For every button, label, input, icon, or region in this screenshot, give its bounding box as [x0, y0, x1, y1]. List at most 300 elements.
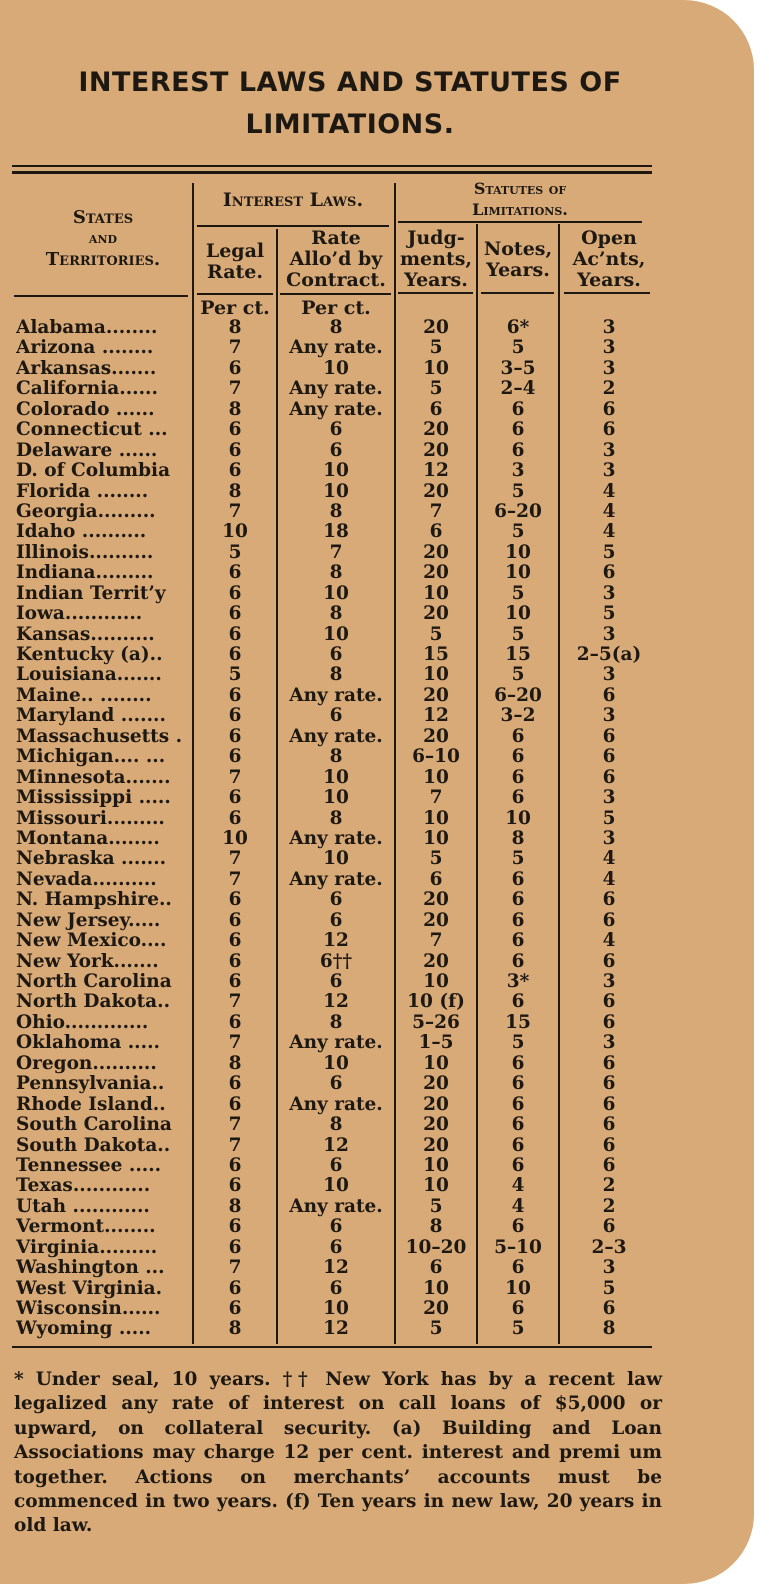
cell-contract-rate: Any rate.	[289, 827, 383, 849]
header-states-line1: States	[72, 207, 134, 228]
cell-state-name: Colorado ......	[16, 399, 155, 420]
cell-contract-rate: 8	[329, 1011, 343, 1033]
cell-open-accounts-years: 6	[602, 1154, 616, 1176]
cell-legal-rate: 6	[228, 1011, 242, 1033]
cell-open-accounts-years: 6	[602, 1052, 616, 1074]
statutes-underline	[398, 221, 642, 223]
header-interest-laws-text: Interest Laws.	[222, 189, 364, 211]
cell-judgments-years: 20	[423, 1298, 449, 1319]
cell-open-accounts-years: 6	[602, 1011, 616, 1033]
cell-state-name: Arkansas.......	[16, 358, 157, 379]
cell-state-name: Florida ........	[16, 481, 149, 502]
cell-legal-rate: 8	[228, 1052, 242, 1074]
cell-contract-rate: 8	[329, 664, 343, 686]
cell-judgments-years: 6–10	[412, 746, 460, 768]
cell-notes-years: 3	[511, 460, 525, 482]
cell-open-accounts-years: 6	[602, 725, 616, 747]
cell-legal-rate: 10	[222, 827, 248, 849]
cell-state-name: Maryland .......	[16, 706, 166, 727]
cell-judgments-years: 20	[423, 684, 449, 706]
cell-judgments-years: 5	[429, 337, 443, 359]
cell-judgments-years: 20	[423, 562, 449, 584]
cell-legal-rate: 8	[228, 1195, 242, 1217]
cell-notes-years: 6	[511, 1114, 525, 1136]
cell-open-accounts-years: 4	[602, 480, 616, 502]
cell-notes-years: 10	[505, 1277, 531, 1299]
cell-contract-rate: 12	[323, 930, 349, 952]
table-row	[0, 890, 700, 910]
table-row	[0, 849, 700, 869]
table-row	[0, 972, 700, 992]
table-row	[0, 911, 700, 931]
cell-state-name: Georgia.........	[16, 501, 156, 522]
header-states-line3: Territories.	[45, 249, 161, 270]
cell-open-accounts-years: 6	[602, 1298, 616, 1319]
cell-state-name: Oklahoma .....	[16, 1033, 160, 1054]
cell-notes-years: 8	[511, 827, 525, 849]
cell-open-accounts-years: 6	[602, 991, 616, 1013]
cell-legal-rate: 7	[228, 848, 242, 870]
table-row	[0, 359, 700, 379]
cell-notes-years: 5	[511, 623, 525, 645]
cell-legal-rate: 7	[228, 868, 242, 890]
cell-legal-rate: 7	[228, 1032, 242, 1054]
cell-judgments-years: 10 (f)	[407, 991, 465, 1013]
cell-contract-rate: Any rate.	[289, 1195, 383, 1217]
cell-state-name: New Mexico....	[16, 931, 167, 952]
cell-legal-rate: 6	[228, 562, 242, 584]
cell-judgments-years: 20	[423, 889, 449, 911]
header-open-accounts-line3: Years.	[577, 269, 641, 291]
cell-contract-rate: Any rate.	[289, 684, 383, 706]
cell-state-name: D. of Columbia	[16, 461, 171, 482]
cell-state-name: Arizona ........	[16, 338, 154, 359]
cell-state-name: Rhode Island..	[16, 1094, 166, 1115]
table-row	[0, 747, 700, 767]
table-row	[0, 318, 700, 338]
cell-state-name: Michigan.... ...	[16, 747, 166, 768]
cell-open-accounts-years: 6	[602, 1216, 616, 1238]
cell-contract-rate: 6	[329, 419, 343, 441]
cell-state-name: Vermont........	[16, 1217, 156, 1238]
cell-judgments-years: 6	[429, 398, 443, 420]
cell-legal-rate: 6	[228, 1175, 242, 1197]
cell-open-accounts-years: 6	[602, 1114, 616, 1136]
table-row	[0, 706, 700, 726]
cell-state-name: South Dakota..	[16, 1135, 171, 1156]
cell-judgments-years: 20	[423, 1093, 449, 1115]
cell-legal-rate: 6	[228, 1298, 242, 1319]
cell-open-accounts-years: 6	[602, 1134, 616, 1156]
cell-notes-years: 2–4	[500, 378, 536, 400]
cell-contract-rate: 6	[329, 1236, 343, 1258]
cell-judgments-years: 20	[423, 1134, 449, 1156]
header-judgments-line1: Judg-	[407, 227, 465, 249]
cell-open-accounts-years: 3	[602, 787, 616, 809]
cell-judgments-years: 10–20	[405, 1236, 467, 1258]
cell-legal-rate: 6	[228, 623, 242, 645]
cell-state-name: Missouri.........	[16, 808, 165, 829]
cell-legal-rate: 6	[228, 787, 242, 809]
cell-open-accounts-years: 2–3	[591, 1236, 627, 1258]
header-notes	[477, 239, 559, 281]
table-row	[0, 1176, 700, 1196]
cell-contract-rate: 8	[329, 317, 343, 338]
cell-state-name: Alabama........	[16, 318, 158, 338]
cell-state-name: Tennessee .....	[16, 1155, 162, 1176]
header-legal-rate-line2: Rate.	[206, 261, 264, 283]
table-row	[0, 665, 700, 685]
cell-legal-rate: 6	[228, 725, 242, 747]
cell-judgments-years: 7	[429, 787, 443, 809]
cell-judgments-years: 20	[423, 725, 449, 747]
cell-notes-years: 5	[511, 582, 525, 604]
cell-state-name: Idaho ..........	[16, 522, 147, 543]
cell-notes-years: 5	[511, 337, 525, 359]
table-row	[0, 1299, 700, 1319]
cell-open-accounts-years: 5	[602, 807, 616, 829]
table-row	[0, 604, 700, 624]
cell-contract-rate: 6	[329, 439, 343, 461]
cell-legal-rate: 7	[228, 337, 242, 359]
cell-judgments-years: 5	[429, 1195, 443, 1217]
cell-notes-years: 5	[511, 1032, 525, 1054]
cell-state-name: Utah ............	[16, 1196, 150, 1217]
cell-legal-rate: 6	[228, 1073, 242, 1095]
cell-contract-rate: 6	[329, 705, 343, 727]
top-rule-thin	[12, 165, 652, 167]
cell-contract-rate: 10	[323, 582, 349, 604]
cell-open-accounts-years: 5	[602, 541, 616, 563]
cell-notes-years: 10	[505, 603, 531, 625]
cell-judgments-years: 10	[423, 807, 449, 829]
cell-judgments-years: 5	[429, 623, 443, 645]
cell-state-name: Kansas..........	[16, 624, 155, 645]
table-row	[0, 625, 700, 645]
cell-contract-rate: 10	[323, 787, 349, 809]
cell-notes-years: 6	[511, 1134, 525, 1156]
cell-contract-rate: 12	[323, 1318, 349, 1340]
cell-state-name: N. Hampshire..	[16, 890, 172, 911]
page-title	[30, 62, 670, 146]
cell-legal-rate: 6	[228, 684, 242, 706]
cell-state-name: Maine.. ........	[16, 685, 152, 706]
cell-notes-years: 5	[511, 480, 525, 502]
cell-contract-rate: 6	[329, 1154, 343, 1176]
cell-open-accounts-years: 3	[602, 664, 616, 686]
cell-state-name: Illinois..........	[16, 542, 154, 563]
table-row	[0, 1217, 700, 1237]
page-title-line2: LIMITATIONS.	[245, 109, 455, 140]
cell-legal-rate: 6	[228, 582, 242, 604]
cell-open-accounts-years: 2	[602, 1175, 616, 1197]
cell-state-name: New York.......	[16, 951, 159, 972]
cell-legal-rate: 6	[228, 1093, 242, 1115]
table-body	[0, 318, 700, 1340]
cell-judgments-years: 10	[423, 1277, 449, 1299]
cell-judgments-years: 10	[423, 766, 449, 788]
top-rule-thick	[12, 171, 652, 174]
cell-notes-years: 10	[505, 541, 531, 563]
cell-notes-years: 6	[511, 419, 525, 441]
cell-judgments-years: 5	[429, 1318, 443, 1340]
cell-contract-rate: Any rate.	[289, 868, 383, 890]
notes-underline	[481, 292, 554, 294]
unit-rate-allowed: Per ct.	[301, 297, 371, 319]
cell-state-name: Iowa............	[16, 604, 143, 625]
page-title-line1: INTEREST LAWS AND STATUTES OF	[78, 67, 622, 98]
cell-notes-years: 3*	[506, 971, 530, 992]
cell-open-accounts-years: 3	[602, 317, 616, 338]
cell-judgments-years: 20	[423, 480, 449, 502]
table-row	[0, 1013, 700, 1033]
cell-judgments-years: 5–26	[412, 1011, 460, 1033]
cell-state-name: New Jersey.....	[16, 910, 161, 931]
cell-notes-years: 6–20	[494, 684, 542, 706]
cell-contract-rate: 12	[323, 1134, 349, 1156]
table-row	[0, 1238, 700, 1258]
cell-legal-rate: 6	[228, 705, 242, 727]
table-row	[0, 829, 700, 849]
unit-legal-rate: Per ct.	[200, 297, 270, 319]
cell-legal-rate: 5	[228, 664, 242, 686]
cell-state-name: South Carolina	[16, 1115, 172, 1136]
cell-judgments-years: 20	[423, 950, 449, 972]
cell-judgments-years: 7	[429, 500, 443, 522]
header-rate-allowed-line1: Rate	[311, 227, 361, 249]
header-statutes-line1: Statutes of	[473, 179, 567, 198]
cell-notes-years: 15	[505, 644, 531, 665]
cell-legal-rate: 6	[228, 460, 242, 482]
header-legal-rate	[195, 241, 275, 283]
cell-notes-years: 6	[511, 909, 525, 931]
cell-state-name: Pennsylvania..	[16, 1074, 165, 1095]
table-row	[0, 1279, 700, 1299]
header-open-accounts	[559, 228, 659, 291]
cell-judgments-years: 15	[423, 644, 449, 665]
table-row	[0, 441, 700, 461]
table-row	[0, 1197, 700, 1217]
cell-judgments-years: 20	[423, 541, 449, 563]
cell-notes-years: 6	[511, 1073, 525, 1095]
cell-state-name: California......	[16, 379, 158, 400]
rate-allowed-underline	[280, 293, 391, 295]
table-row	[0, 1136, 700, 1156]
cell-judgments-years: 1–5	[418, 1032, 454, 1054]
cell-contract-rate: 10	[323, 1175, 349, 1197]
cell-state-name: Virginia.........	[16, 1237, 158, 1258]
cell-judgments-years: 12	[423, 460, 449, 482]
cell-contract-rate: 18	[323, 521, 349, 543]
header-judgments	[395, 228, 477, 291]
cell-open-accounts-years: 6	[602, 746, 616, 768]
cell-contract-rate: 10	[323, 1298, 349, 1319]
cell-judgments-years: 20	[423, 909, 449, 931]
cell-contract-rate: 6	[329, 1073, 343, 1095]
table-row	[0, 1258, 700, 1278]
cell-open-accounts-years: 2–5(a)	[576, 644, 642, 665]
cell-legal-rate: 6	[228, 909, 242, 931]
cell-state-name: Washington ...	[16, 1258, 165, 1279]
cell-notes-years: 6	[511, 787, 525, 809]
cell-legal-rate: 7	[228, 1257, 242, 1279]
cell-judgments-years: 20	[423, 1073, 449, 1095]
cell-notes-years: 10	[505, 807, 531, 829]
cell-judgments-years: 20	[423, 603, 449, 625]
cell-contract-rate: 12	[323, 991, 349, 1013]
cell-state-name: Delaware ......	[16, 440, 158, 461]
header-states-line2: and	[88, 229, 118, 247]
table-row	[0, 1156, 700, 1176]
cell-open-accounts-years: 3	[602, 460, 616, 482]
cell-legal-rate: 7	[228, 766, 242, 788]
cell-state-name: Minnesota.......	[16, 767, 171, 788]
cell-open-accounts-years: 6	[602, 909, 616, 931]
cell-contract-rate: Any rate.	[289, 337, 383, 359]
cell-state-name: Nebraska .......	[16, 849, 167, 870]
cell-open-accounts-years: 5	[602, 1277, 616, 1299]
cell-contract-rate: 10	[323, 848, 349, 870]
cell-notes-years: 10	[505, 562, 531, 584]
cell-contract-rate: 12	[323, 1257, 349, 1279]
judgments-underline	[398, 292, 473, 294]
cell-legal-rate: 6	[228, 644, 242, 665]
cell-open-accounts-years: 6	[602, 889, 616, 911]
table-row	[0, 809, 700, 829]
table-row	[0, 645, 700, 665]
header-open-accounts-line2: Ac’nts,	[572, 248, 646, 270]
table-row	[0, 870, 700, 890]
cell-state-name: Kentucky (a)..	[16, 645, 163, 665]
header-interest-laws	[195, 190, 391, 211]
cell-state-name: Connecticut ...	[16, 420, 168, 441]
table-row	[0, 338, 700, 358]
cell-contract-rate: 8	[329, 603, 343, 625]
cell-legal-rate: 8	[228, 398, 242, 420]
cell-judgments-years: 20	[423, 1114, 449, 1136]
cell-open-accounts-years: 4	[602, 930, 616, 952]
cell-contract-rate: 10	[323, 623, 349, 645]
header-rate-allowed-line3: Contract.	[286, 269, 386, 291]
cell-notes-years: 6	[511, 1093, 525, 1115]
cell-state-name: Indiana.........	[16, 563, 154, 584]
header-rate-allowed-line2: Allo’d by	[289, 248, 383, 270]
cell-legal-rate: 6	[228, 807, 242, 829]
cell-contract-rate: 6	[329, 889, 343, 911]
cell-contract-rate: 10	[323, 766, 349, 788]
cell-open-accounts-years: 5	[602, 603, 616, 625]
cell-open-accounts-years: 3	[602, 582, 616, 604]
cell-state-name: Indian Territ’y	[16, 583, 166, 604]
cell-legal-rate: 6	[228, 1277, 242, 1299]
cell-notes-years: 4	[511, 1195, 525, 1217]
cell-notes-years: 3–2	[500, 705, 536, 727]
table-row	[0, 502, 700, 522]
cell-state-name: Wyoming .....	[16, 1319, 152, 1340]
cell-state-name: Mississippi .....	[16, 788, 171, 809]
cell-legal-rate: 6	[228, 419, 242, 441]
cell-judgments-years: 12	[423, 705, 449, 727]
cell-open-accounts-years: 4	[602, 500, 616, 522]
table-row	[0, 400, 700, 420]
cell-open-accounts-years: 3	[602, 337, 616, 359]
cell-contract-rate: 6	[329, 1277, 343, 1299]
cell-judgments-years: 7	[429, 930, 443, 952]
header-judgments-line3: Years.	[404, 269, 468, 291]
table-row	[0, 1074, 700, 1094]
cell-open-accounts-years: 2	[602, 1195, 616, 1217]
cell-contract-rate: Any rate.	[289, 398, 383, 420]
cell-legal-rate: 8	[228, 317, 242, 338]
page-edge	[754, 0, 769, 1584]
cell-notes-years: 5	[511, 1318, 525, 1340]
cell-open-accounts-years: 6	[602, 950, 616, 972]
bottom-rule	[12, 1346, 652, 1348]
cell-notes-years: 6	[511, 1154, 525, 1176]
cell-contract-rate: 6††	[319, 950, 353, 972]
table-row	[0, 686, 700, 706]
cell-notes-years: 4	[511, 1175, 525, 1197]
cell-legal-rate: 7	[228, 500, 242, 522]
cell-notes-years: 6*	[506, 317, 530, 338]
cell-contract-rate: 8	[329, 807, 343, 829]
header-states	[14, 207, 192, 270]
table-row	[0, 1115, 700, 1135]
cell-open-accounts-years: 6	[602, 1093, 616, 1115]
cell-judgments-years: 20	[423, 317, 449, 338]
cell-judgments-years: 6	[429, 1257, 443, 1279]
table-row	[0, 563, 700, 583]
header-judgments-line2: ments,	[399, 248, 473, 270]
cell-open-accounts-years: 4	[602, 848, 616, 870]
cell-contract-rate: 6	[329, 644, 343, 665]
cell-legal-rate: 5	[228, 541, 242, 563]
cell-judgments-years: 10	[423, 582, 449, 604]
footnote: * Under seal, 10 years. †† New York has by a recent law legalized any rate of interest on call loans of $5,000 or upward, on collateral security. (a) Building and Loan Associations may charge 12 per cent. interest and premi um together. Actions on merchants’ accounts must be commenced in two years. (f) Ten years in new law, 20 years in old law.	[14, 1369, 662, 1537]
cell-judgments-years: 20	[423, 419, 449, 441]
table-row	[0, 788, 700, 808]
cell-state-name: North Carolina	[16, 972, 172, 992]
cell-open-accounts-years: 4	[602, 868, 616, 890]
cell-state-name: Louisiana.......	[16, 665, 162, 686]
cell-contract-rate: 6	[329, 909, 343, 931]
cell-legal-rate: 6	[228, 603, 242, 625]
cell-judgments-years: 10	[423, 664, 449, 686]
cell-judgments-years: 10	[423, 1175, 449, 1197]
cell-judgments-years: 10	[423, 1154, 449, 1176]
table-row	[0, 1054, 700, 1074]
cell-contract-rate: 10	[323, 480, 349, 502]
cell-notes-years: 6	[511, 766, 525, 788]
table-row	[0, 1319, 700, 1339]
table-row	[0, 584, 700, 604]
cell-notes-years: 6	[511, 725, 525, 747]
cell-legal-rate: 6	[228, 971, 242, 992]
cell-notes-years: 5	[511, 848, 525, 870]
header-legal-rate-line1: Legal	[205, 240, 265, 262]
table-row	[0, 1033, 700, 1053]
cell-notes-years: 6–20	[494, 500, 542, 522]
cell-judgments-years: 10	[423, 971, 449, 992]
cell-contract-rate: 8	[329, 562, 343, 584]
cell-judgments-years: 10	[423, 1052, 449, 1074]
cell-notes-years: 3–5	[500, 357, 536, 379]
cell-open-accounts-years: 3	[602, 705, 616, 727]
cell-open-accounts-years: 8	[602, 1318, 616, 1340]
cell-notes-years: 6	[511, 746, 525, 768]
cell-notes-years: 6	[511, 398, 525, 420]
table-row	[0, 522, 700, 542]
